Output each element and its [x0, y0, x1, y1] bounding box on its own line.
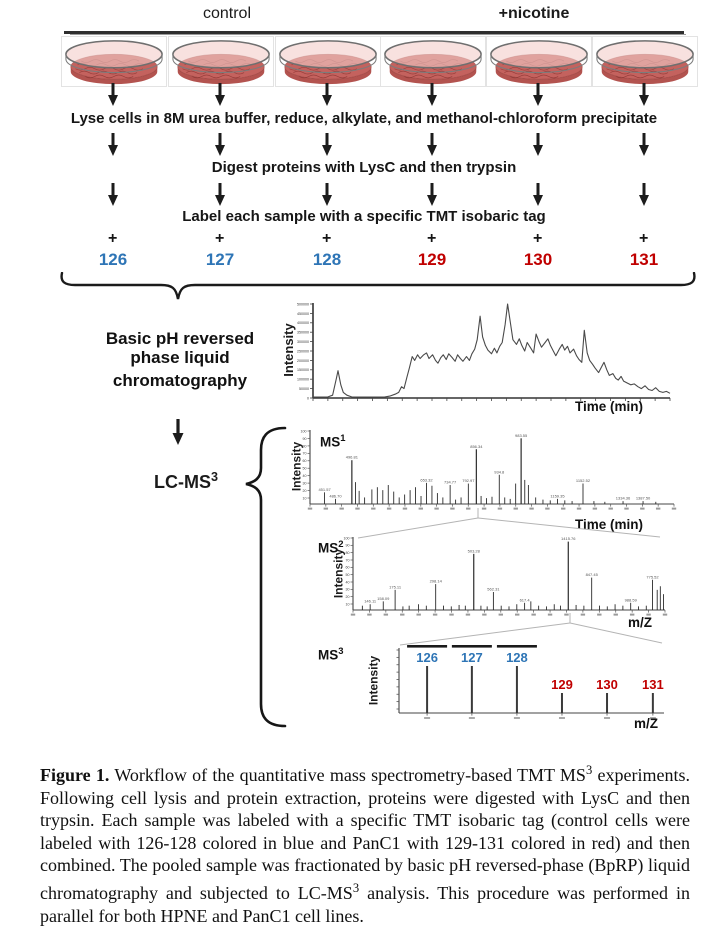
- petri-dish: [592, 36, 698, 87]
- caption-figure-number: Figure 1.: [40, 765, 110, 785]
- svg-text:653.32: 653.32: [420, 477, 433, 483]
- svg-text:350000: 350000: [297, 330, 309, 335]
- svg-text:20: 20: [302, 488, 307, 493]
- down-arrow-icon: [213, 82, 227, 107]
- svg-text:775.52: 775.52: [646, 574, 659, 580]
- svg-text:1415.76: 1415.76: [561, 536, 576, 542]
- tmt-tag-131: 131: [629, 250, 659, 269]
- svg-text:496.81: 496.81: [345, 454, 358, 460]
- ms1-spectrum-plot: [289, 428, 682, 510]
- petri-dish: [275, 36, 381, 87]
- down-arrow-icon: [637, 82, 651, 107]
- tmt-tag-126: 126: [98, 250, 128, 269]
- svg-text:10: 10: [345, 602, 350, 607]
- svg-text:617.4: 617.4: [519, 597, 530, 603]
- svg-text:126: 126: [416, 650, 438, 665]
- svg-text:60: 60: [302, 459, 307, 464]
- nicotine-underline: [384, 31, 684, 34]
- down-arrow-icon: [106, 82, 120, 107]
- chromatogram-ylabel: Intensity: [281, 323, 296, 377]
- lcms3-brace: [240, 426, 288, 728]
- chromatogram-xlabel: Time (min): [575, 399, 644, 414]
- svg-text:10: 10: [302, 496, 307, 501]
- ms3-label: $MS^3$: [318, 646, 344, 663]
- svg-text:450000: 450000: [297, 311, 309, 316]
- svg-text:50000: 50000: [299, 387, 309, 391]
- control-underline: [64, 31, 390, 34]
- petri-dish: [61, 36, 167, 87]
- svg-text:127: 127: [461, 650, 483, 665]
- tmt-tag-130: 130: [523, 250, 553, 269]
- svg-text:1159.35: 1159.35: [550, 493, 565, 499]
- svg-text:1152.52: 1152.52: [575, 478, 591, 484]
- down-arrow-icon: [425, 82, 439, 107]
- down-arrow-icon: [320, 82, 334, 107]
- svg-text:734.77: 734.77: [444, 479, 457, 485]
- down-arrow-icon: [213, 182, 227, 207]
- svg-text:128: 128: [506, 650, 528, 665]
- group-label-nicotine: +nicotine: [498, 5, 570, 22]
- down-arrow-icon: [320, 182, 334, 207]
- down-arrow-icon: [213, 132, 227, 157]
- down-arrow-icon: [320, 132, 334, 157]
- ms1-ylabel: Intensity: [289, 441, 304, 492]
- svg-text:30: 30: [302, 481, 307, 486]
- svg-text:300000: 300000: [297, 340, 309, 344]
- tmt-tag-129: 129: [417, 250, 447, 269]
- plus-sign: +: [108, 230, 118, 247]
- step-digest: Digest proteins with LysC and then trypsin: [211, 159, 517, 176]
- petri-dish: [486, 36, 592, 87]
- down-arrow-icon: [531, 182, 545, 207]
- svg-text:80: 80: [302, 444, 307, 449]
- down-arrow-icon: [170, 418, 186, 446]
- down-arrow-icon: [106, 182, 120, 207]
- svg-text:158.09: 158.09: [377, 595, 390, 601]
- svg-text:20: 20: [345, 595, 350, 600]
- down-arrow-icon: [637, 132, 651, 157]
- ms2-label: $MS^2$: [318, 539, 344, 556]
- svg-text:150000: 150000: [297, 368, 309, 373]
- svg-text:146.11: 146.11: [364, 598, 377, 604]
- ms2-ylabel: Intensity: [331, 548, 346, 599]
- ms1-xlabel: Time (min): [575, 517, 644, 532]
- svg-text:100000: 100000: [297, 377, 309, 382]
- svg-text:40: 40: [345, 580, 350, 585]
- svg-text:451.57: 451.57: [318, 486, 331, 492]
- step-label: Label each sample with a specific TMT isobaric tag: [182, 208, 546, 225]
- svg-text:50: 50: [345, 573, 350, 578]
- down-arrow-icon: [637, 182, 651, 207]
- plus-sign: +: [322, 230, 332, 247]
- svg-text:400000: 400000: [297, 321, 309, 326]
- svg-text:562.31: 562.31: [487, 586, 500, 592]
- down-arrow-icon: [425, 182, 439, 207]
- svg-text:250000: 250000: [297, 349, 309, 354]
- svg-text:200000: 200000: [297, 358, 309, 363]
- ms3-spectrum-plot: [381, 642, 681, 720]
- down-arrow-icon: [425, 132, 439, 157]
- lcms3-label: $LC-MS^3$: [153, 470, 218, 492]
- petri-dish-icon: [487, 37, 591, 87]
- svg-text:0: 0: [307, 396, 309, 401]
- group-label-control: control: [202, 5, 252, 22]
- petri-dish-icon: [276, 37, 380, 87]
- step-lyse: Lyse cells in 8M urea buffer, reduce, alkylate, and methanol-chloroform precipitate: [70, 110, 658, 127]
- svg-text:40: 40: [302, 474, 307, 479]
- svg-text:130: 130: [596, 677, 618, 692]
- svg-text:100: 100: [343, 536, 350, 541]
- petri-dish-icon: [593, 37, 697, 87]
- petri-dish: [168, 36, 274, 87]
- plus-sign: +: [533, 230, 543, 247]
- svg-text:129: 129: [551, 677, 573, 692]
- down-arrow-icon: [106, 132, 120, 157]
- svg-text:934.8: 934.8: [494, 469, 505, 475]
- ms2-spectrum-plot: [335, 534, 675, 616]
- ms3-ylabel: Intensity: [366, 655, 381, 706]
- down-arrow-icon: [531, 132, 545, 157]
- svg-text:100: 100: [300, 429, 307, 434]
- svg-text:70: 70: [302, 451, 307, 456]
- plus-sign: +: [639, 230, 649, 247]
- petri-dish: [380, 36, 486, 87]
- svg-text:298.14: 298.14: [429, 578, 442, 584]
- svg-text:983.55: 983.55: [515, 432, 528, 438]
- svg-text:847.45: 847.45: [585, 572, 598, 578]
- svg-text:60: 60: [345, 565, 350, 570]
- svg-text:50: 50: [302, 466, 307, 471]
- plus-sign: +: [215, 230, 225, 247]
- petri-dish-icon: [62, 37, 166, 87]
- svg-text:175.11: 175.11: [389, 584, 402, 590]
- figure-caption: Figure 1. Workflow of the quantitative mass spectrometry-based TMT $MS^3$ experiments. Following cell lysis and protein extraction, proteins were digested with LysC and then trypsin. Each sample was labeled with a specific TMT isobaric tag (control cells were labeled with 126-128 colored in blue and PanC1 with 129-131 colored in red) and then combined. The pooled sample was fractionated by basic pH reversed-phase (BpRP) liquid chromatography and subjected to $LC-MS^3$ analysis. This procedure was performed in parallel for both HPNE and PanC1 cell lines.: [40, 763, 690, 926]
- svg-text:30: 30: [345, 587, 350, 592]
- bprp-title: Basic pH reversed phase liquid chromatography: [105, 329, 255, 390]
- svg-text:90: 90: [345, 543, 350, 548]
- chromatogram-plot: [293, 301, 677, 407]
- petri-dish-icon: [169, 37, 273, 87]
- ms3-xlabel: m/Z: [634, 716, 659, 731]
- svg-text:856.34: 856.34: [470, 443, 483, 449]
- ms2-xlabel: m/Z: [628, 615, 653, 630]
- down-arrow-icon: [531, 82, 545, 107]
- svg-text:90: 90: [302, 436, 307, 441]
- svg-text:486.70: 486.70: [329, 493, 342, 499]
- svg-text:80: 80: [345, 551, 350, 556]
- svg-text:988.59: 988.59: [624, 597, 637, 603]
- svg-text:1387.50: 1387.50: [635, 495, 651, 501]
- svg-text:500000: 500000: [297, 302, 309, 307]
- svg-text:792.97: 792.97: [462, 478, 475, 484]
- plus-sign: +: [427, 230, 437, 247]
- ms1-label: $MS^1$: [320, 433, 346, 450]
- svg-text:131: 131: [642, 677, 664, 692]
- svg-text:1334.36: 1334.36: [615, 495, 631, 501]
- svg-text:70: 70: [345, 558, 350, 563]
- petri-dish-icon: [381, 37, 485, 87]
- tmt-tag-127: 127: [205, 250, 235, 269]
- tmt-tag-128: 128: [312, 250, 342, 269]
- svg-text:503.28: 503.28: [467, 548, 480, 554]
